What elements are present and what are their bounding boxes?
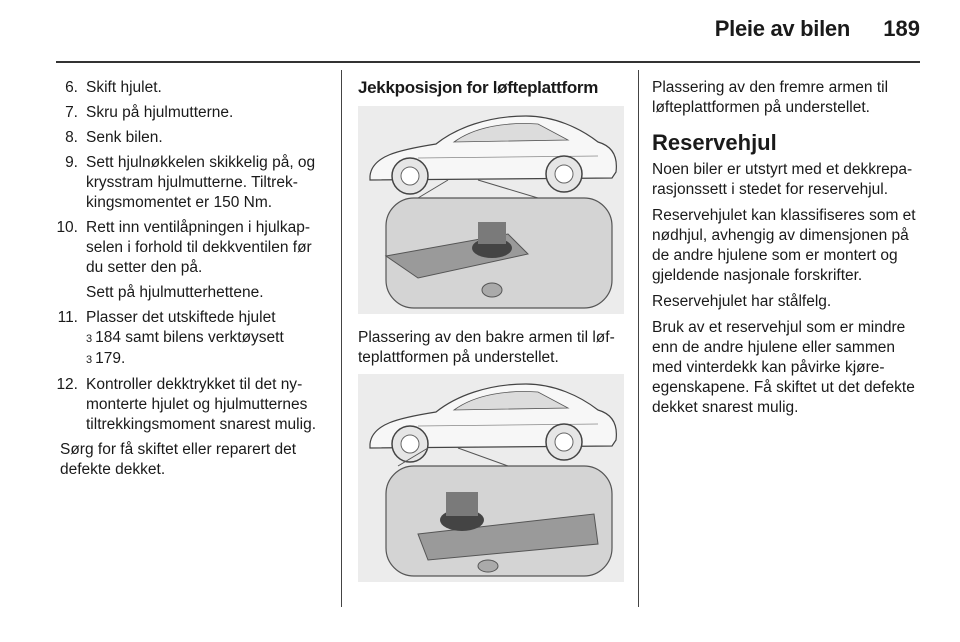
- step-number: 12.: [56, 376, 78, 393]
- column-1: [56, 78, 330, 486]
- step-text: Sett hjulnøkkelen skikkelig på, og krysstram hjulmutterne. Tiltrekkingsmomentet er 150 Nm.: [86, 154, 316, 211]
- rear-arm-illustration: [358, 374, 624, 582]
- step-text: Skru på hjulmutterne.: [86, 104, 234, 121]
- step-text: Senk bilen.: [86, 129, 163, 146]
- header-rule: [56, 61, 920, 63]
- step-number: 6.: [65, 79, 78, 96]
- step-item: [60, 103, 330, 123]
- spare-wheel-paragraph: Reservehjulet kan klassifiseres som et nødhjul, avhengig av dimensjonen på de andre hjulene som er montert og gjeldende nasjonale forskrifter.: [652, 207, 916, 284]
- spare-wheel-paragraph: Bruk av et reservehjul som er mindre enn de andre hjulene eller sammen med vinterdekk kan påvirke kjøreegenskapene. Få skiftet ut det defekte dekket snarest mulig.: [652, 319, 915, 416]
- step-subtext: Sett på hjulmutterhettene.: [86, 284, 264, 301]
- step-number: 10.: [56, 219, 78, 236]
- step-item: [60, 78, 330, 98]
- reference-text: 179.: [95, 350, 126, 367]
- section-heading-lift-position: Jekkposisjon for løfteplattform: [358, 78, 599, 97]
- step-text: Skift hjulet.: [86, 79, 162, 96]
- arrow-reference-icon: 3: [86, 354, 93, 366]
- reference-text: 184 samt bilens verktøysett: [95, 329, 284, 346]
- page-reference-link[interactable]: [86, 328, 330, 349]
- spare-wheel-paragraph: Noen biler er utstyrt med et dekkreparasjonssett i stedet for reservehjul.: [652, 161, 913, 198]
- intro-caption-front-arm: Plassering av den fremre armen til løfteplattformen på understellet.: [652, 79, 889, 116]
- spare-wheel-paragraph: Reservehjulet har stålfelg.: [652, 293, 832, 310]
- arrow-reference-icon: 3: [86, 333, 93, 345]
- figure-caption-rear-arm: Plassering av den bakre armen til løfteplattformen på understellet.: [358, 329, 615, 366]
- page-header-title: Pleie av bilen: [714, 16, 850, 41]
- column-3: [652, 78, 924, 424]
- closing-paragraph: Sørg for få skiftet eller reparert det defekte dekket.: [60, 441, 297, 478]
- step-number: 8.: [65, 129, 78, 146]
- page-reference-link[interactable]: [86, 349, 330, 370]
- column-divider-2: [638, 70, 639, 607]
- column-divider-1: [341, 70, 342, 607]
- step-item: [60, 153, 330, 213]
- step-number: 11.: [57, 309, 78, 326]
- step-text: Rett inn ventilåpningen i hjulkapselen i forhold til dekkventilen før du setter den på.: [86, 219, 312, 276]
- step-list: [56, 78, 330, 435]
- step-item: [56, 375, 330, 435]
- step-text: Kontroller dekktrykket til det nymonterte hjulet og hjulmutternes tiltrekkingsmoment snarest mulig.: [86, 376, 316, 433]
- step-text: Plasser det utskiftede hjulet: [86, 309, 276, 326]
- page-number: 189: [883, 16, 920, 41]
- front-arm-illustration: [358, 106, 624, 314]
- section-heading-spare-wheel: Reservehjul: [652, 130, 777, 155]
- step-number: 7.: [65, 104, 78, 121]
- step-item: [56, 218, 330, 303]
- step-item: [57, 308, 330, 370]
- step-item: [60, 128, 330, 148]
- step-number: 9.: [65, 154, 78, 171]
- column-2: [358, 78, 624, 596]
